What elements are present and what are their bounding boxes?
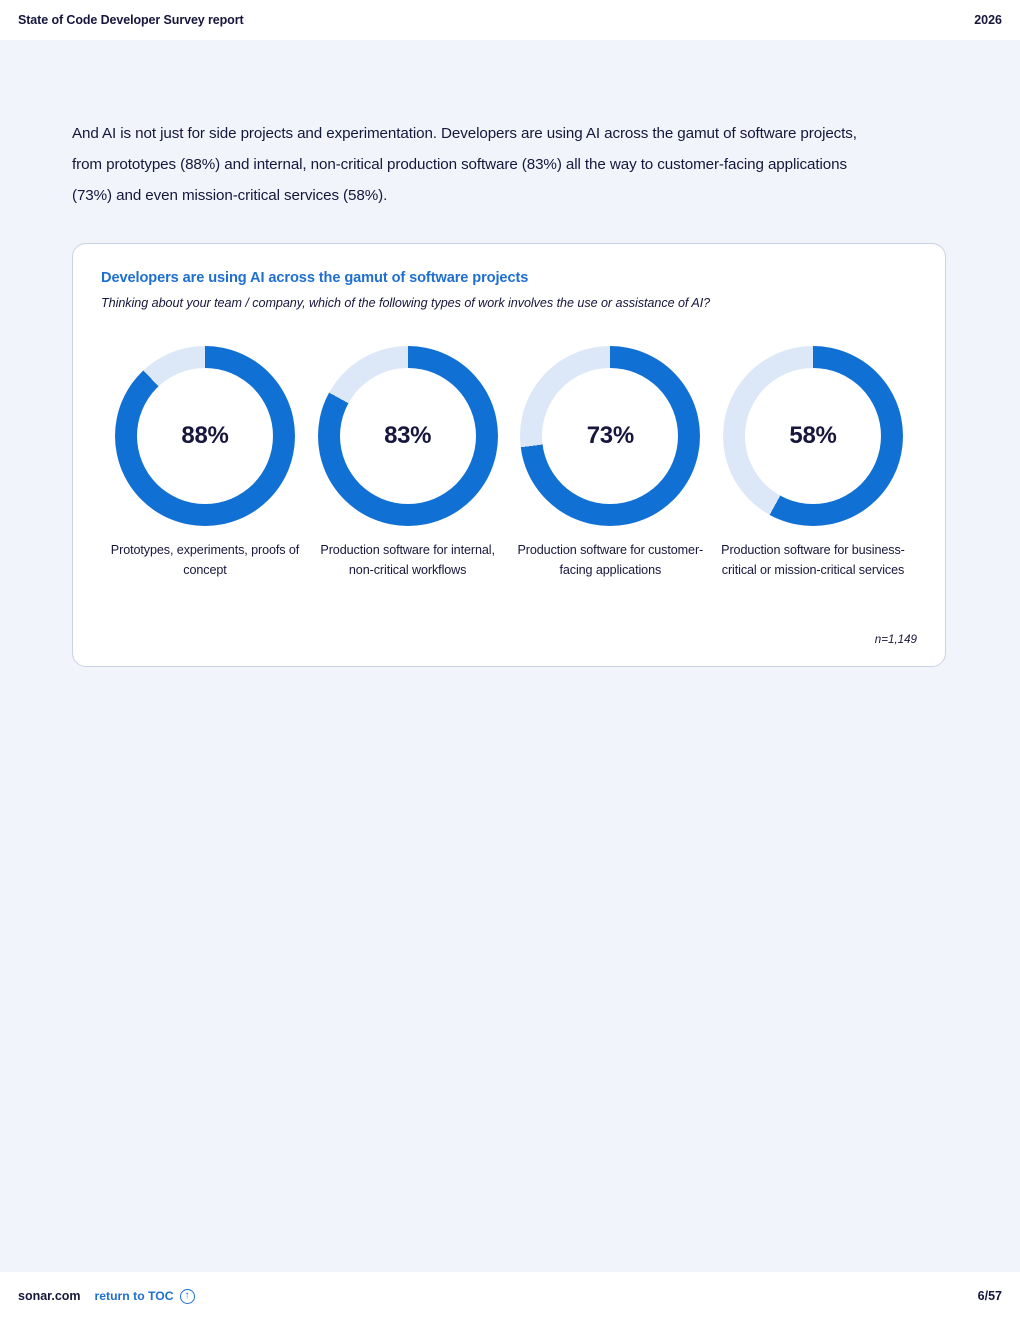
- report-title: State of Code Developer Survey report: [18, 13, 244, 27]
- donut-chart-prototypes: [115, 346, 295, 526]
- chart-subtitle: Thinking about your team / company, which of the following types of work involves the use or assistance of AI?: [101, 296, 711, 310]
- footer-brand: sonar.com: [18, 1289, 81, 1303]
- donut-label: Production software for business-critical or mission-critical services: [721, 543, 905, 577]
- donut-value: 73%: [586, 422, 634, 449]
- donut-chart-group: [101, 346, 917, 580]
- donut-hole: [745, 368, 881, 504]
- return-to-toc-link[interactable]: [95, 1289, 195, 1304]
- donut-hole: [542, 368, 678, 504]
- donut-value: 83%: [384, 422, 432, 449]
- page-header: [0, 0, 1020, 40]
- report-year: 2026: [974, 13, 1002, 27]
- arrow-up-icon: ↑: [180, 1289, 195, 1304]
- donut-hole: [340, 368, 476, 504]
- page-number: 6/57: [977, 1289, 1002, 1303]
- donut-label: Production software for customer-facing applications: [517, 543, 704, 577]
- donut-value: 88%: [181, 422, 229, 449]
- donut-chart-internal: [318, 346, 498, 526]
- donut-hole: [137, 368, 273, 504]
- donut-block: [107, 346, 303, 580]
- chart-title: Developers are using AI across the gamut of software projects: [101, 270, 529, 286]
- intro-paragraph: And AI is not just for side projects and experimentation. Developers are using AI across the gamut of software projects, from prototypes (88%) and internal, non-critical production software (83%) all the way to customer-facing applications (73%) and even mission-critical services (58%).: [72, 125, 857, 204]
- footer-left: [18, 1289, 195, 1304]
- donut-label: Production software for internal, non-critical workflows: [320, 543, 495, 577]
- page-content: [0, 118, 1020, 667]
- sample-size: n=1,149: [874, 633, 917, 646]
- donut-block: [715, 346, 911, 580]
- chart-card: [72, 243, 946, 667]
- page-footer: [0, 1272, 1020, 1320]
- donut-chart-customer-facing: [520, 346, 700, 526]
- return-to-toc-label: return to TOC: [94, 1289, 174, 1303]
- donut-chart-mission-critical: [723, 346, 903, 526]
- donut-label: Prototypes, experiments, proofs of concept: [110, 543, 300, 577]
- donut-value: 58%: [789, 422, 837, 449]
- donut-block: [310, 346, 506, 580]
- donut-block: [512, 346, 708, 580]
